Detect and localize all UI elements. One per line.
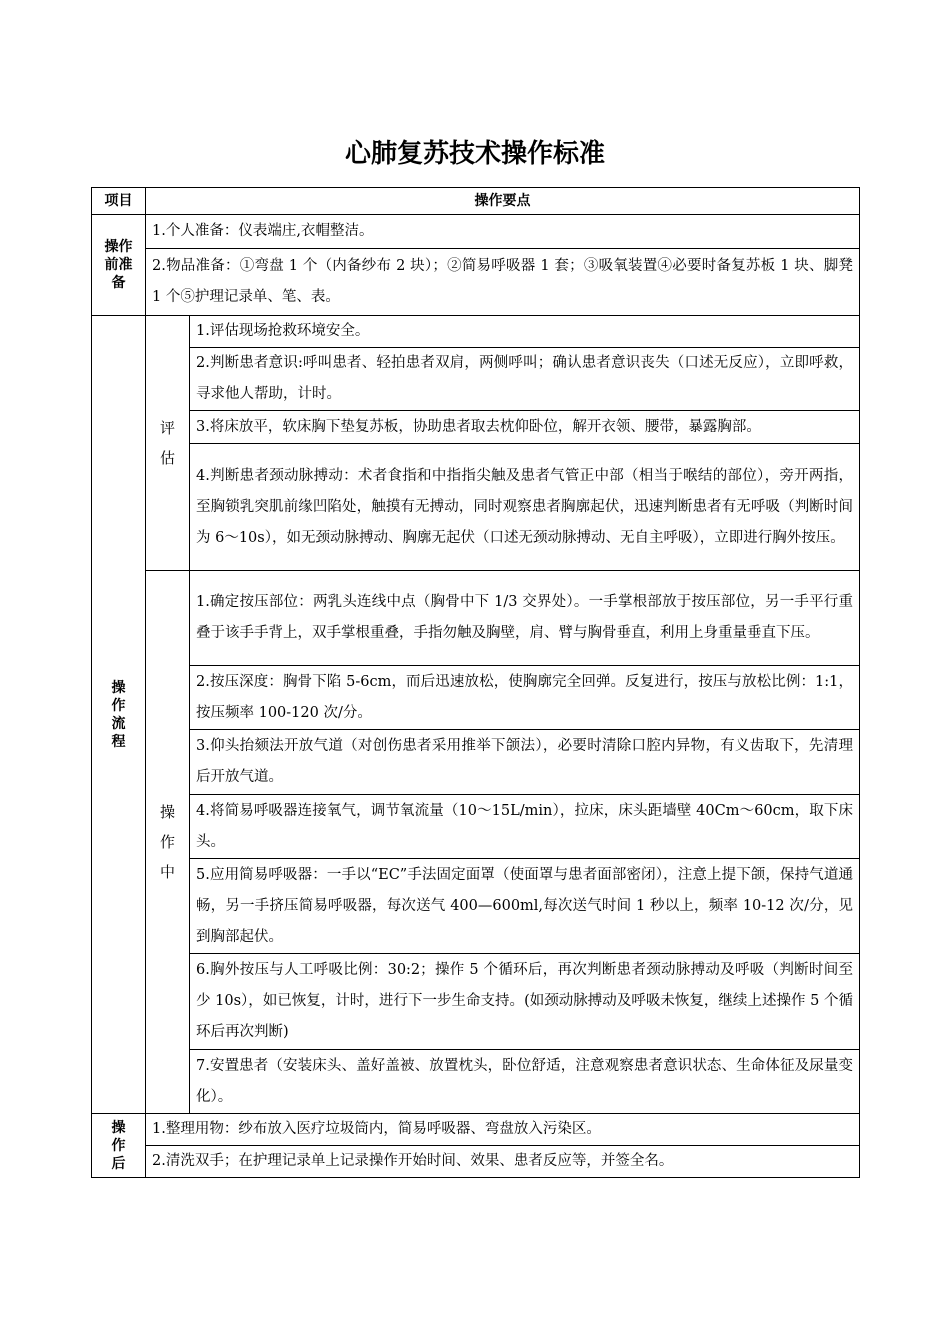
header-points: 操作要点 bbox=[146, 188, 860, 215]
table-row bbox=[92, 571, 860, 666]
section-after-label bbox=[92, 1114, 146, 1178]
table-row bbox=[92, 348, 860, 411]
after-item-2: 2.清洗双手；在护理记录单上记录操作开始时间、效果、患者反应等，并签全名。 bbox=[146, 1146, 860, 1178]
table-row bbox=[92, 954, 860, 1050]
during-item-7: 7.安置患者（安装床头、盖好盖被、放置枕头，卧位舒适，注意观察患者意识状态、生命体征及尿量变化）。 bbox=[190, 1050, 860, 1114]
during-item-1: 1.确定按压部位：两乳头连线中点（胸骨中下 1/3 交界处）。一手掌根部放于按压部位，另一手平行重叠于该手手背上，双手掌根重叠，手指勿触及胸壁，肩、臂与胸骨垂直，利用上身重量垂直下压。 bbox=[190, 571, 860, 666]
during-item-6: 6.胸外按压与人工呼吸比例：30:2；操作 5 个循环后，再次判断患者颈动脉搏动及呼吸（判断时间至少 10s），如已恢复，计时，进行下一步生命支持。(如颈动脉搏动及呼吸未恢复，继续上述操作 5 个循环后再次判断) bbox=[190, 954, 860, 1050]
prep-item-2: 2.物品准备：①弯盘 1 个（内备纱布 2 块）；②简易呼吸器 1 套；③吸氧装置④必要时备复苏板 1 块、脚凳 1 个⑤护理记录单、笔、表。 bbox=[146, 249, 860, 316]
page-title: 心肺复苏技术操作标准 bbox=[344, 139, 605, 169]
during-item-3: 3.仰头抬颏法开放气道（对创伤患者采用推举下颌法），必要时清除口腔内异物，有义齿取下，先清理后开放气道。 bbox=[190, 730, 860, 795]
after-item-1: 1.整理用物：纱布放入医疗垃圾筒内，简易呼吸器、弯盘放入污染区。 bbox=[146, 1114, 860, 1146]
assess-item-2: 2.判断患者意识:呼叫患者、轻拍患者双肩，两侧呼叫；确认患者意识丧失（口述无反应），立即呼救，寻求他人帮助，计时。 bbox=[190, 348, 860, 411]
table-row bbox=[92, 215, 860, 249]
subsection-label: 操作中 bbox=[159, 803, 175, 881]
assess-item-4: 4.判断患者颈动脉搏动：术者食指和中指指尖触及患者气管正中部（相当于喉结的部位），旁开两指，至胸锁乳突肌前缘凹陷处，触摸有无搏动，同时观察患者胸廓起伏，迅速判断患者有无呼吸（判断时间为 6～10s），如无颈动脉搏动、胸廓无起伏（口述无颈动脉搏动、无自主呼吸），立即进行胸外按压。 bbox=[190, 444, 860, 571]
section-label: 操作后 bbox=[111, 1119, 126, 1172]
table-row bbox=[92, 1050, 860, 1114]
table-row bbox=[92, 730, 860, 795]
subsection-label: 评估 bbox=[159, 419, 175, 467]
section-label: 操作前准备 bbox=[104, 239, 133, 291]
table-row bbox=[92, 795, 860, 859]
header-item: 项目 bbox=[92, 188, 146, 215]
table-row bbox=[92, 1114, 860, 1146]
table-row bbox=[92, 859, 860, 954]
table-header-row bbox=[92, 188, 860, 215]
procedure-table bbox=[91, 187, 860, 1178]
table-row bbox=[92, 316, 860, 348]
during-item-5: 5.应用简易呼吸器：一手以“EC”手法固定面罩（使面罩与患者面部密闭），注意上提下颌，保持气道通畅，另一手挤压简易呼吸器，每次送气 400—600ml,每次送气时间 1 秒以上，频率 10-12 次/分，见到胸部起伏。 bbox=[190, 859, 860, 954]
subsection-assess-label bbox=[146, 316, 190, 571]
section-label: 操作流程 bbox=[111, 679, 126, 750]
section-prep-label bbox=[92, 215, 146, 316]
table-row bbox=[92, 1146, 860, 1178]
assess-item-3: 3.将床放平，软床胸下垫复苏板，协助患者取去枕仰卧位，解开衣领、腰带，暴露胸部。 bbox=[190, 411, 860, 444]
table-row bbox=[92, 249, 860, 316]
assess-item-1: 1.评估现场抢救环境安全。 bbox=[190, 316, 860, 348]
section-process-label bbox=[92, 316, 146, 1114]
during-item-4: 4.将简易呼吸器连接氧气，调节氧流量（10～15L/min），拉床，床头距墙壁 40Cm～60cm，取下床头。 bbox=[190, 795, 860, 859]
during-item-2: 2.按压深度：胸骨下陷 5-6cm，而后迅速放松，使胸廓完全回弹。反复进行，按压与放松比例：1:1，按压频率 100-120 次/分。 bbox=[190, 666, 860, 730]
table-row bbox=[92, 444, 860, 571]
table-row bbox=[92, 411, 860, 444]
table-row bbox=[92, 666, 860, 730]
prep-item-1: 1.个人准备：仪表端庄,衣帽整洁。 bbox=[146, 215, 860, 249]
subsection-during-label bbox=[146, 571, 190, 1114]
